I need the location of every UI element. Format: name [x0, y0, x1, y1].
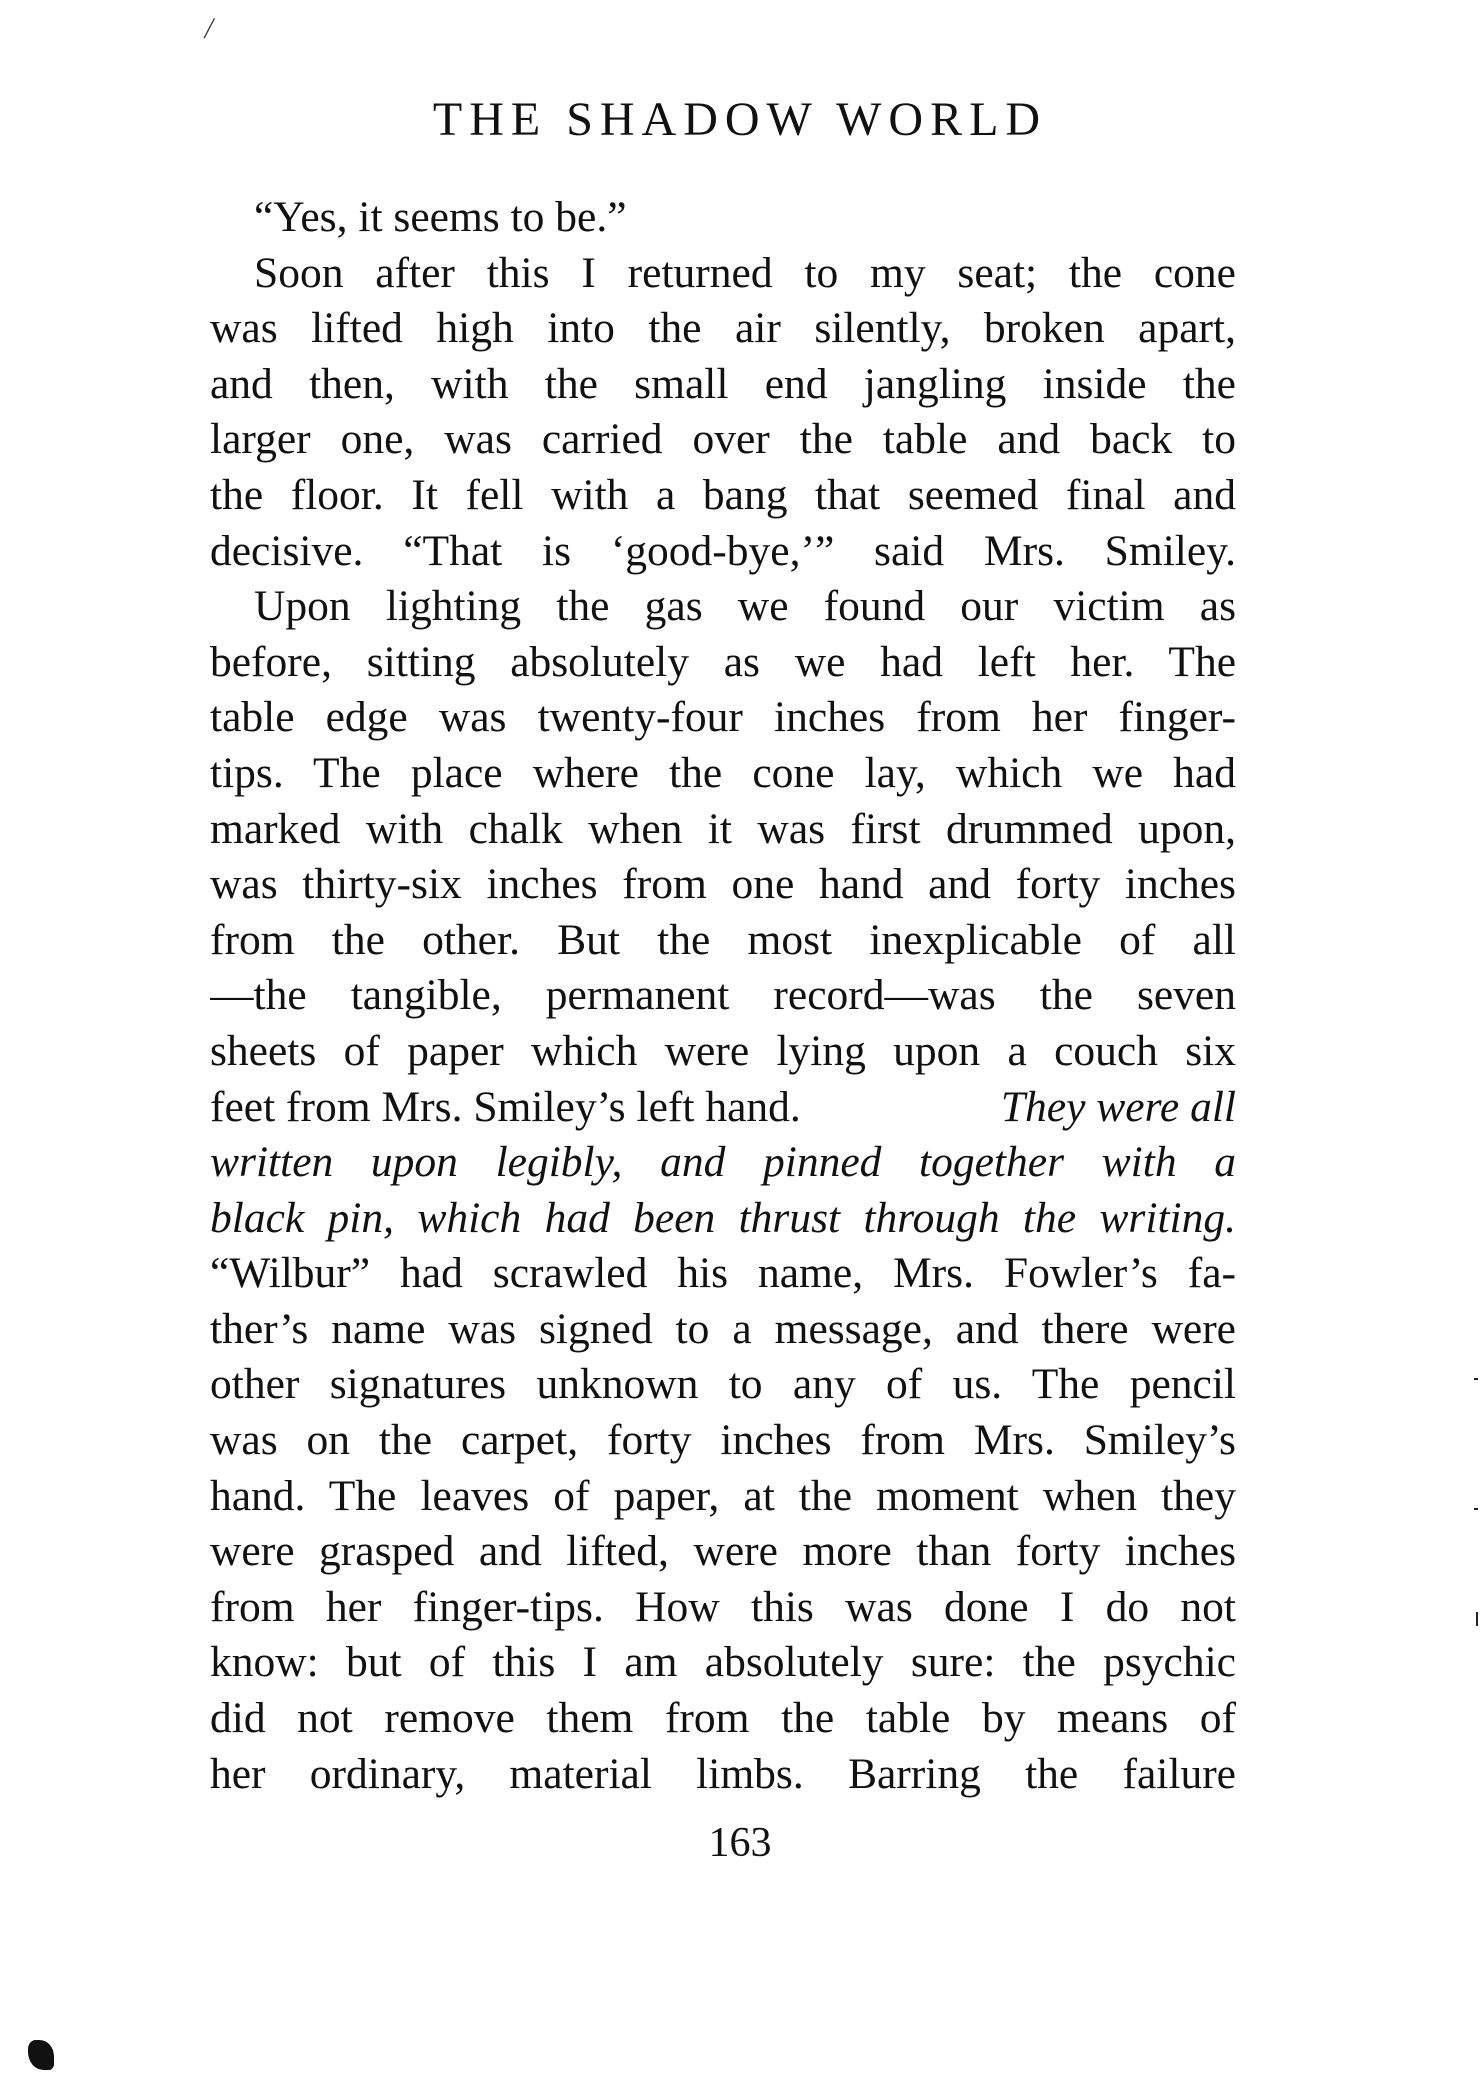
- text-line: “Wilbur” had scrawled his name, Mrs. Fowler’s fa-: [210, 1249, 1236, 1298]
- scan-speck: [1476, 1612, 1478, 1626]
- page-number: 163: [708, 1820, 772, 1866]
- text-line: ther’s name was signed to a message, and there were: [210, 1304, 1236, 1353]
- text-line: was lifted high into the air silently, broken apart,: [210, 304, 1236, 353]
- text-line: —the tangible, permanent record—was the seven: [210, 971, 1236, 1020]
- running-head: THE SHADOW WORLD: [432, 93, 1048, 146]
- text-line: and then, with the small end jangling inside the: [210, 359, 1236, 408]
- scan-blot: [28, 2040, 54, 2070]
- text-line: was thirty-six inches from one hand and forty inches: [210, 860, 1236, 909]
- corner-pencil-mark: /: [202, 12, 217, 45]
- text-line: other signatures unknown to any of us. The pencil: [210, 1360, 1236, 1409]
- text-line: was on the carpet, forty inches from Mrs. Smiley’s: [210, 1416, 1236, 1465]
- text-line: marked with chalk when it was first drummed upon,: [210, 804, 1236, 853]
- scan-speck: [1474, 1378, 1478, 1380]
- text-line: Soon after this I returned to my seat; the cone: [254, 248, 1236, 297]
- text-line: the floor. It fell with a bang that seemed final and: [210, 470, 1236, 519]
- text-line: “Yes, it seems to be.”: [254, 193, 627, 241]
- body-text: [210, 190, 1236, 1802]
- text-line: larger one, was carried over the table and back to: [210, 415, 1236, 464]
- text-line-mixed: [210, 1080, 1236, 1136]
- text-segment-roman: feet from Mrs. Smiley’s left hand.: [210, 1082, 801, 1131]
- text-line: from her finger-tips. How this was done I do not: [210, 1582, 1236, 1631]
- text-line: tips. The place where the cone lay, which we had: [210, 748, 1236, 797]
- text-line: know: but of this I am absolutely sure: the psychic: [210, 1638, 1236, 1687]
- text-line-italic: written upon legibly, and pinned together with a: [210, 1138, 1236, 1187]
- text-line: before, sitting absolutely as we had left her. The: [210, 637, 1236, 686]
- text-line-italic: black pin, which had been thrust through the writing.: [210, 1193, 1236, 1242]
- text-line: did not remove them from the table by means of: [210, 1694, 1236, 1743]
- text-line: decisive. “That is ‘good-bye,’” said Mrs. Smiley.: [210, 526, 1236, 575]
- text-segment-italic: They were all: [1000, 1082, 1236, 1131]
- text-line: her ordinary, material limbs. Barring the failure: [210, 1749, 1236, 1798]
- text-line: were grasped and lifted, were more than forty inches: [210, 1527, 1236, 1576]
- text-line: from the other. But the most inexplicable of all: [210, 915, 1236, 964]
- text-line: sheets of paper which were lying upon a couch six: [210, 1026, 1236, 1075]
- text-line: Upon lighting the gas we found our victim as: [254, 582, 1236, 631]
- text-line: hand. The leaves of paper, at the moment when they: [210, 1471, 1236, 1520]
- scan-speck: [1474, 1508, 1478, 1510]
- text-line: table edge was twenty-four inches from her finger-: [210, 693, 1236, 742]
